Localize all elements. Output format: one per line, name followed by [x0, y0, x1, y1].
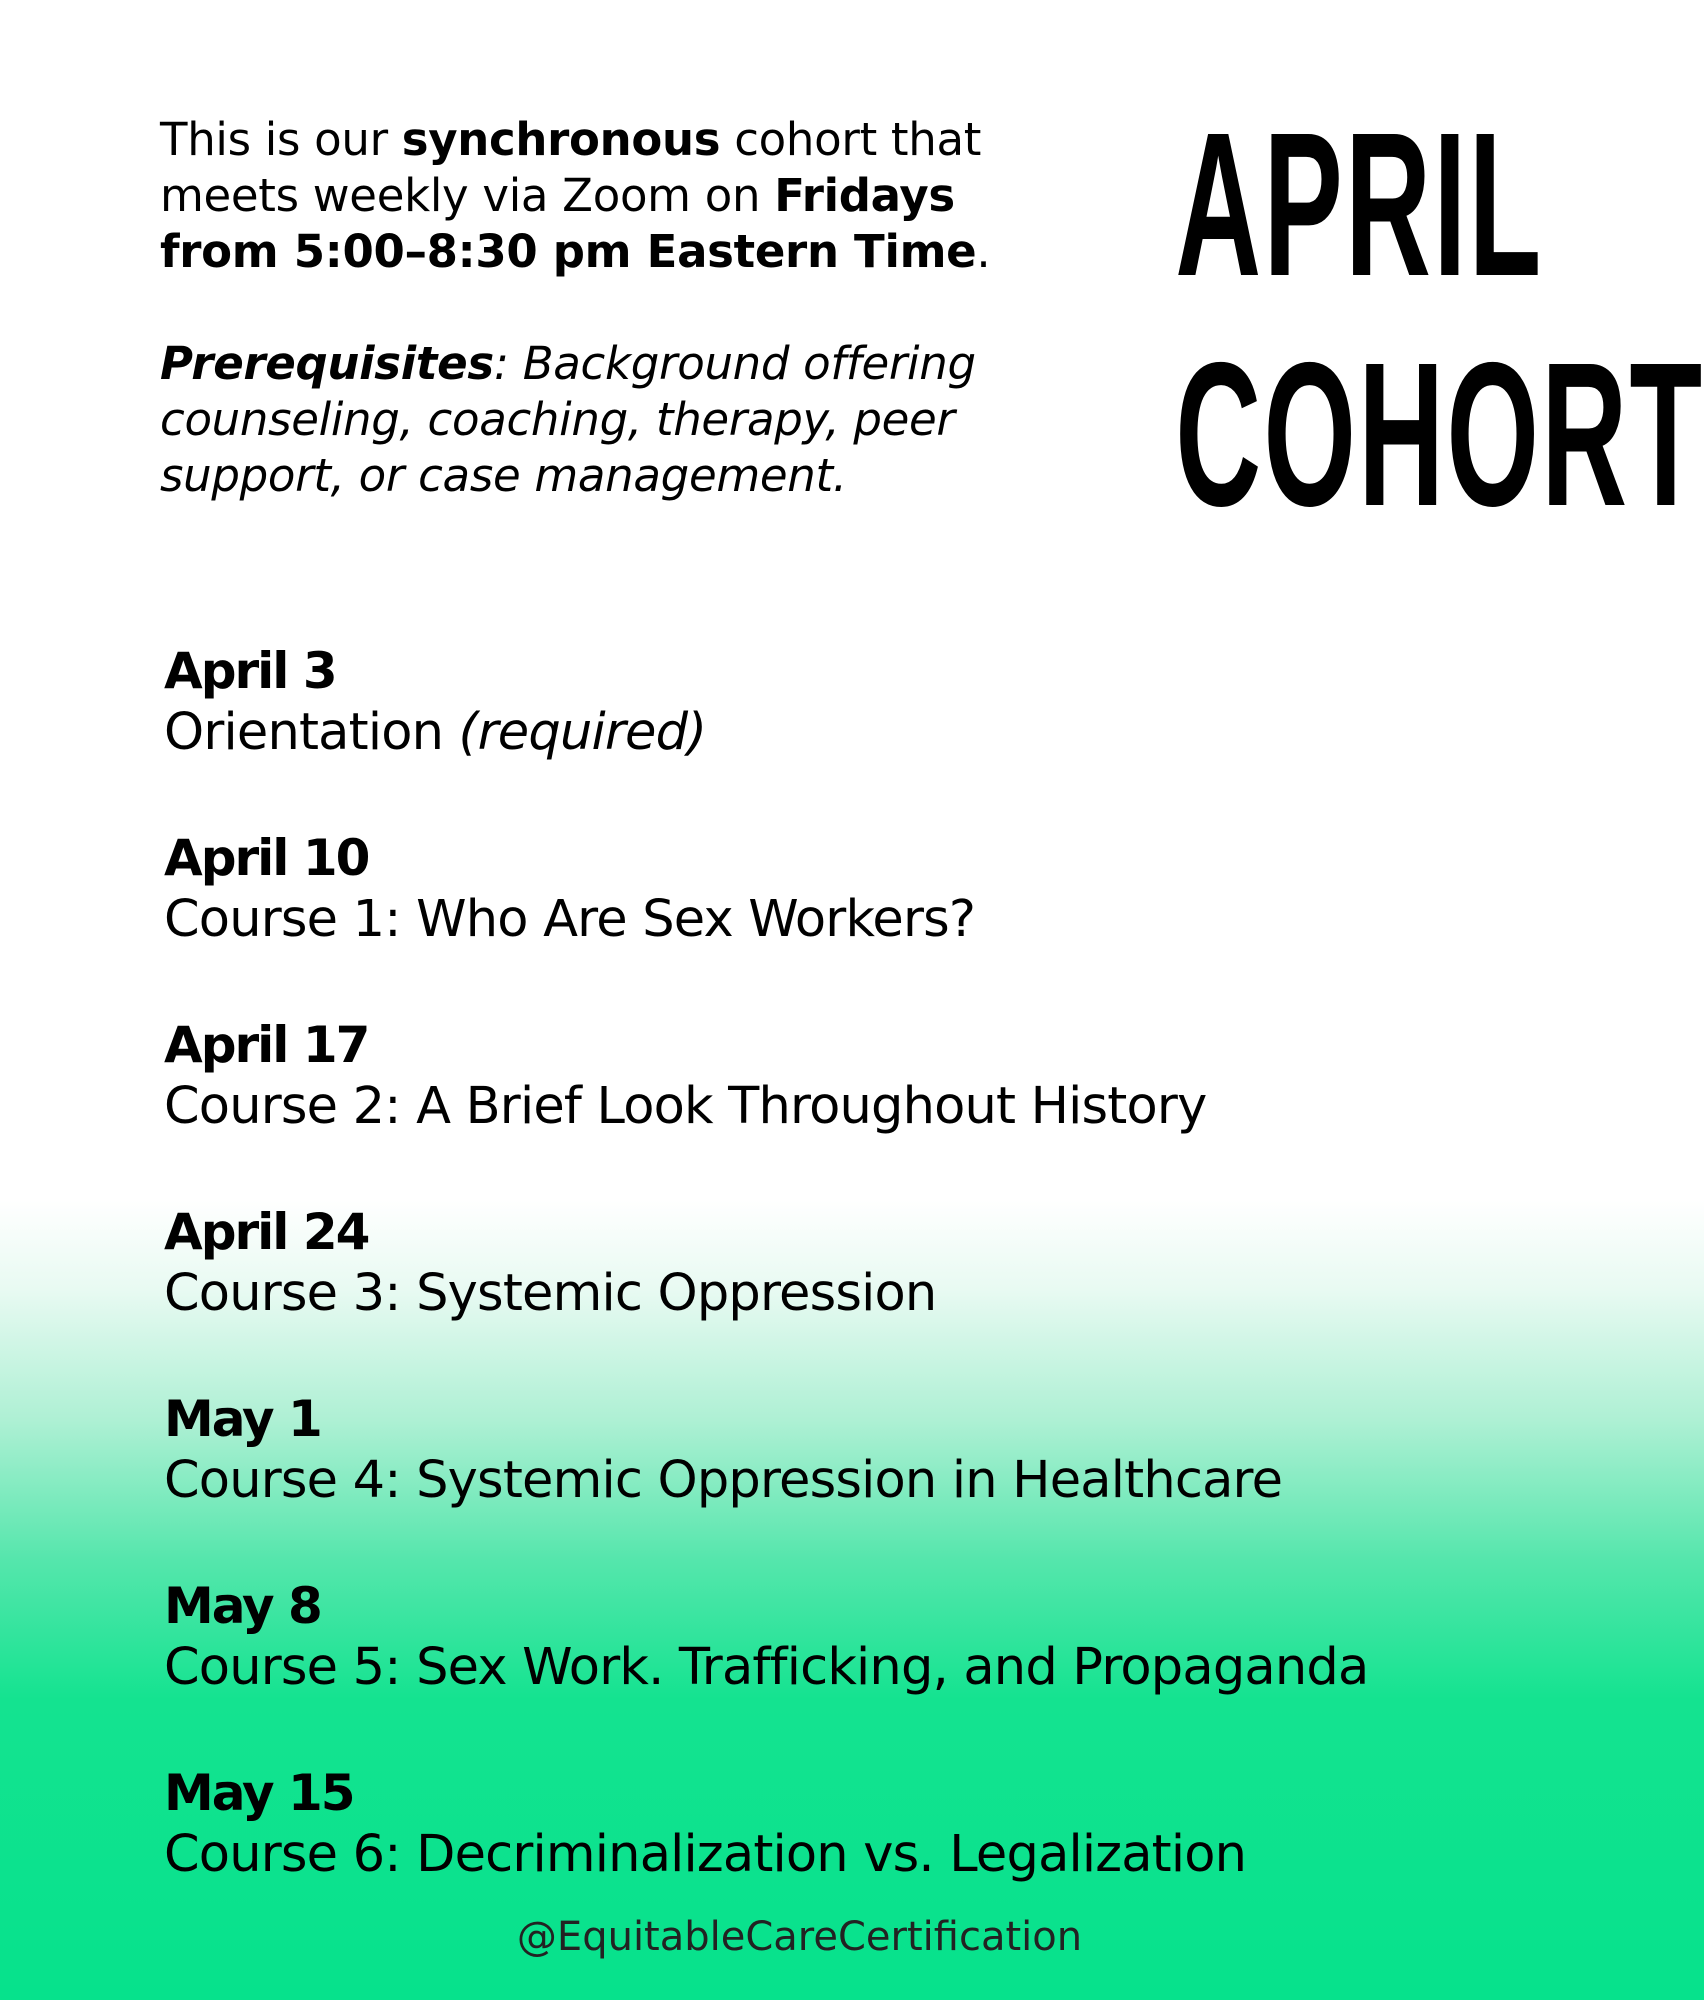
session-date: April 3 — [164, 642, 336, 700]
session-title: Course 6: Decriminalization vs. Legalization — [164, 1825, 1247, 1884]
session-item — [164, 640, 1504, 827]
session-date: April 17 — [164, 1016, 369, 1074]
session-item — [164, 1388, 1504, 1575]
session-item — [164, 1201, 1504, 1388]
session-title: Course 1: Who Are Sex Workers? — [164, 890, 976, 949]
intro-bold-synchronous: synchronous — [401, 113, 721, 166]
social-handle: @EquitableCareCertification — [516, 1914, 1083, 1960]
session-item — [164, 1575, 1504, 1762]
session-item — [164, 827, 1504, 1014]
cohort-title — [1175, 90, 1704, 550]
session-title — [164, 702, 1504, 764]
prerequisites-text: : Background offering counseling, coaching, therapy, peer support, or case management. — [160, 337, 976, 502]
intro-text-middle: cohort that meets weekly via Zoom on — [160, 113, 982, 222]
session-item — [164, 1014, 1504, 1201]
session-title: Course 4: Systemic Oppression in Healthcare — [164, 1451, 1283, 1510]
prerequisites-label: Prerequisites — [160, 337, 494, 390]
session-title-text: Orientation — [164, 703, 459, 762]
session-date: April 24 — [164, 1203, 369, 1261]
session-date: May 1 — [164, 1390, 321, 1448]
session-note: (required) — [458, 703, 707, 762]
session-date: May 8 — [164, 1577, 321, 1635]
intro-period: . — [976, 225, 991, 278]
session-date: April 10 — [164, 829, 369, 887]
title-line-cohort: COHORT — [1175, 320, 1704, 549]
intro-bold-schedule: Fridays from 5:00–8:30 pm Eastern Time — [160, 169, 977, 278]
intro-text-start: This is our — [160, 113, 402, 166]
schedule-list — [164, 640, 1504, 1949]
session-title: Course 2: A Brief Look Throughout History — [164, 1077, 1207, 1136]
session-title: Course 3: Systemic Oppression — [164, 1264, 937, 1323]
session-title: Course 5: Sex Work. Trafficking, and Propaganda — [164, 1638, 1369, 1697]
prerequisites-paragraph — [160, 336, 1060, 504]
title-line-april: APRIL — [1175, 90, 1544, 319]
spacer — [160, 280, 1060, 336]
intro-text — [160, 112, 1060, 504]
intro-paragraph — [160, 112, 1060, 280]
session-date: May 15 — [164, 1764, 354, 1822]
